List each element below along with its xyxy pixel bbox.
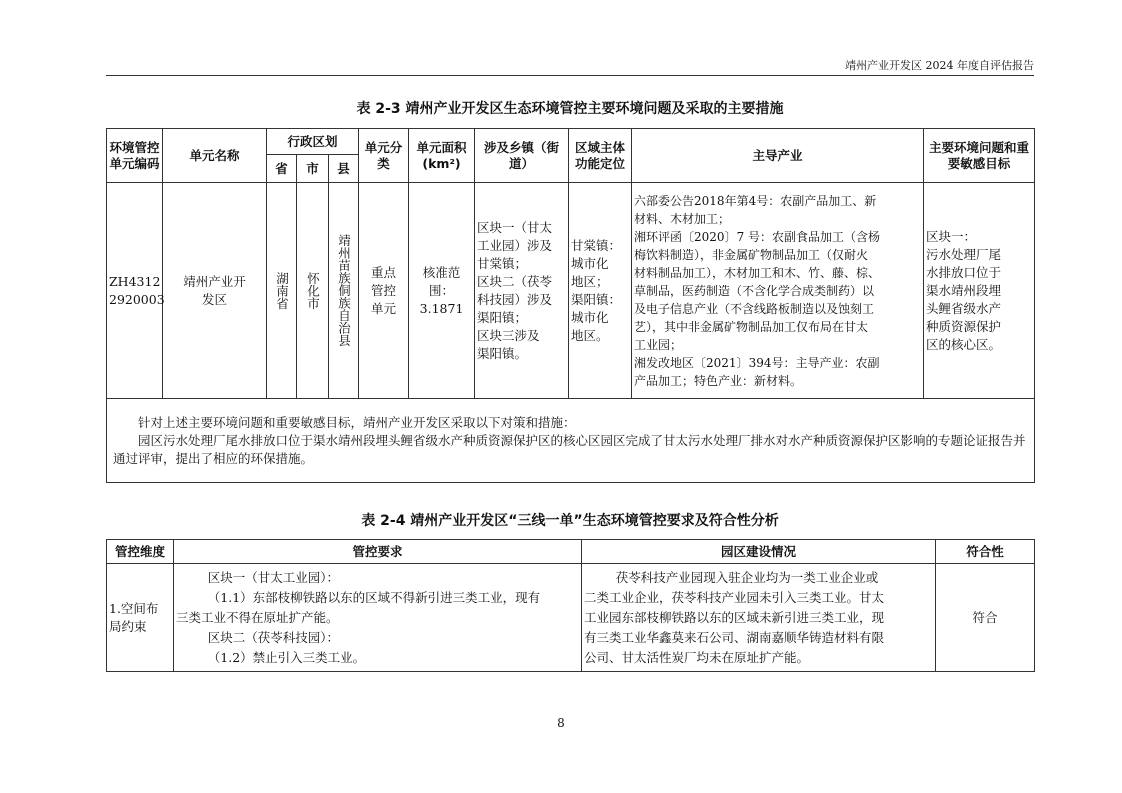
cell-unit-name: 靖州产业开 发区: [163, 183, 267, 399]
header-issues: 主要环境问题和重要敏感目标: [924, 129, 1035, 183]
header-towns: 涉及乡镇（街道）: [475, 129, 569, 183]
header-industry: 主导产业: [632, 129, 924, 183]
cell-function: 甘棠镇： 城市化 地区； 渠阳镇： 城市化 地区。: [569, 183, 632, 399]
header-dimension: 管控维度: [107, 540, 174, 564]
page-number: 8: [557, 716, 565, 730]
cell-unit-category: 重点 管控 单元: [359, 183, 409, 399]
cell-towns: 区块一（甘太 工业园）涉及 甘棠镇； 区块二（茯苓 科技园）涉及 渠阳镇； 区块三涉及 渠阳镇。: [475, 183, 569, 399]
running-header: 靖州产业开发区 2024 年度自评估报告: [845, 59, 1034, 72]
header-requirement: 管控要求: [174, 540, 582, 564]
header-conformity: 符合性: [936, 540, 1035, 564]
cell-conformity: 符合: [936, 564, 1035, 672]
cell-unit-code: ZH4312 2920003: [107, 183, 163, 399]
header-unit-category: 单元分类: [359, 129, 409, 183]
cell-measures: [107, 399, 1035, 483]
cell-province: 湖南省: [274, 271, 290, 310]
header-rule: [106, 75, 1034, 76]
cell-unit-area: 核准范 围： 3.1871: [409, 183, 475, 399]
table-control-requirements: [106, 539, 1035, 672]
header-admin-division: 行政区划: [267, 129, 359, 155]
header-function: 区域主体功能定位: [569, 129, 632, 183]
table2-caption: 表 2-4 靖州产业开发区“三线一单”生态环境管控要求及符合性分析: [361, 513, 779, 529]
header-county: 县: [329, 155, 359, 183]
cell-dimension: 1.空间布 局约束: [107, 564, 174, 672]
table-environment-issues: [106, 128, 1035, 483]
measures-intro: 针对上述主要环境问题和重要敏感目标，靖州产业开发区采取以下对策和措施：: [138, 414, 576, 430]
cell-industry: 六部委公告2018年第4号：农副产品加工、新 材料、木材加工； 湘环评函〔2020〕7 号：农副食品加工（含杨 梅饮料制造），非金属矿物制品加工（仅耐火 材料制品加工），木材加工和木、竹、藤、棕、 草制品，医药制造（不含化学合成类制药）以 及电子信息产业（不含线路板制造以及蚀刻工 艺），其中非金属矿物制品加工仅布局在甘太 工业园； 湘发改地区〔2021〕394号：主导产业：农副 产品加工；特色产业：新材料。: [632, 183, 924, 399]
cell-county: 靖州苗族侗族自治县: [336, 234, 352, 347]
table1-caption: 表 2-3 靖州产业开发区生态环境管控主要环境问题及采取的主要措施: [356, 101, 784, 117]
header-unit-area: 单元面积(km²): [409, 129, 475, 183]
header-unit-name: 单元名称: [163, 129, 267, 183]
cell-city: 怀化市: [305, 271, 321, 310]
measures-detail: 园区污水处理厂尾水排放口位于渠水靖州段埋头鲤省级水产种质资源保护区的核心区园区完成了甘太污水处理厂排水对水产种质资源保护区影响的专题论证报告并通过评审，提出了相应的环保措施。: [113, 432, 1026, 466]
cell-situation: 茯苓科技产业园现入驻企业均为一类工业企业或 二类工业企业，茯苓科技产业园未引入三类工业。甘太 工业园东部枝柳铁路以东的区域未新引进三类工业，现 有三类工业华鑫莫来石公司、湖南嘉顺华铸造材料有限 公司、甘太活性炭厂均未在原址扩产能。: [582, 564, 936, 672]
cell-requirement: 区块一（甘太工业园）： （1.1）东部枝柳铁路以东的区域不得新引进三类工业，现有 三类工业不得在原址扩产能。 区块二（茯苓科技园）： （1.2）禁止引入三类工业。: [174, 564, 582, 672]
header-province: 省: [267, 155, 297, 183]
cell-issues: 区块一： 污水处理厂尾 水排放口位于 渠水靖州段埋 头鲤省级水产 种质资源保护 区的核心区。: [924, 183, 1035, 399]
header-city: 市: [297, 155, 329, 183]
header-unit-code: 环境管控单元编码: [107, 129, 163, 183]
header-situation: 园区建设情况: [582, 540, 936, 564]
